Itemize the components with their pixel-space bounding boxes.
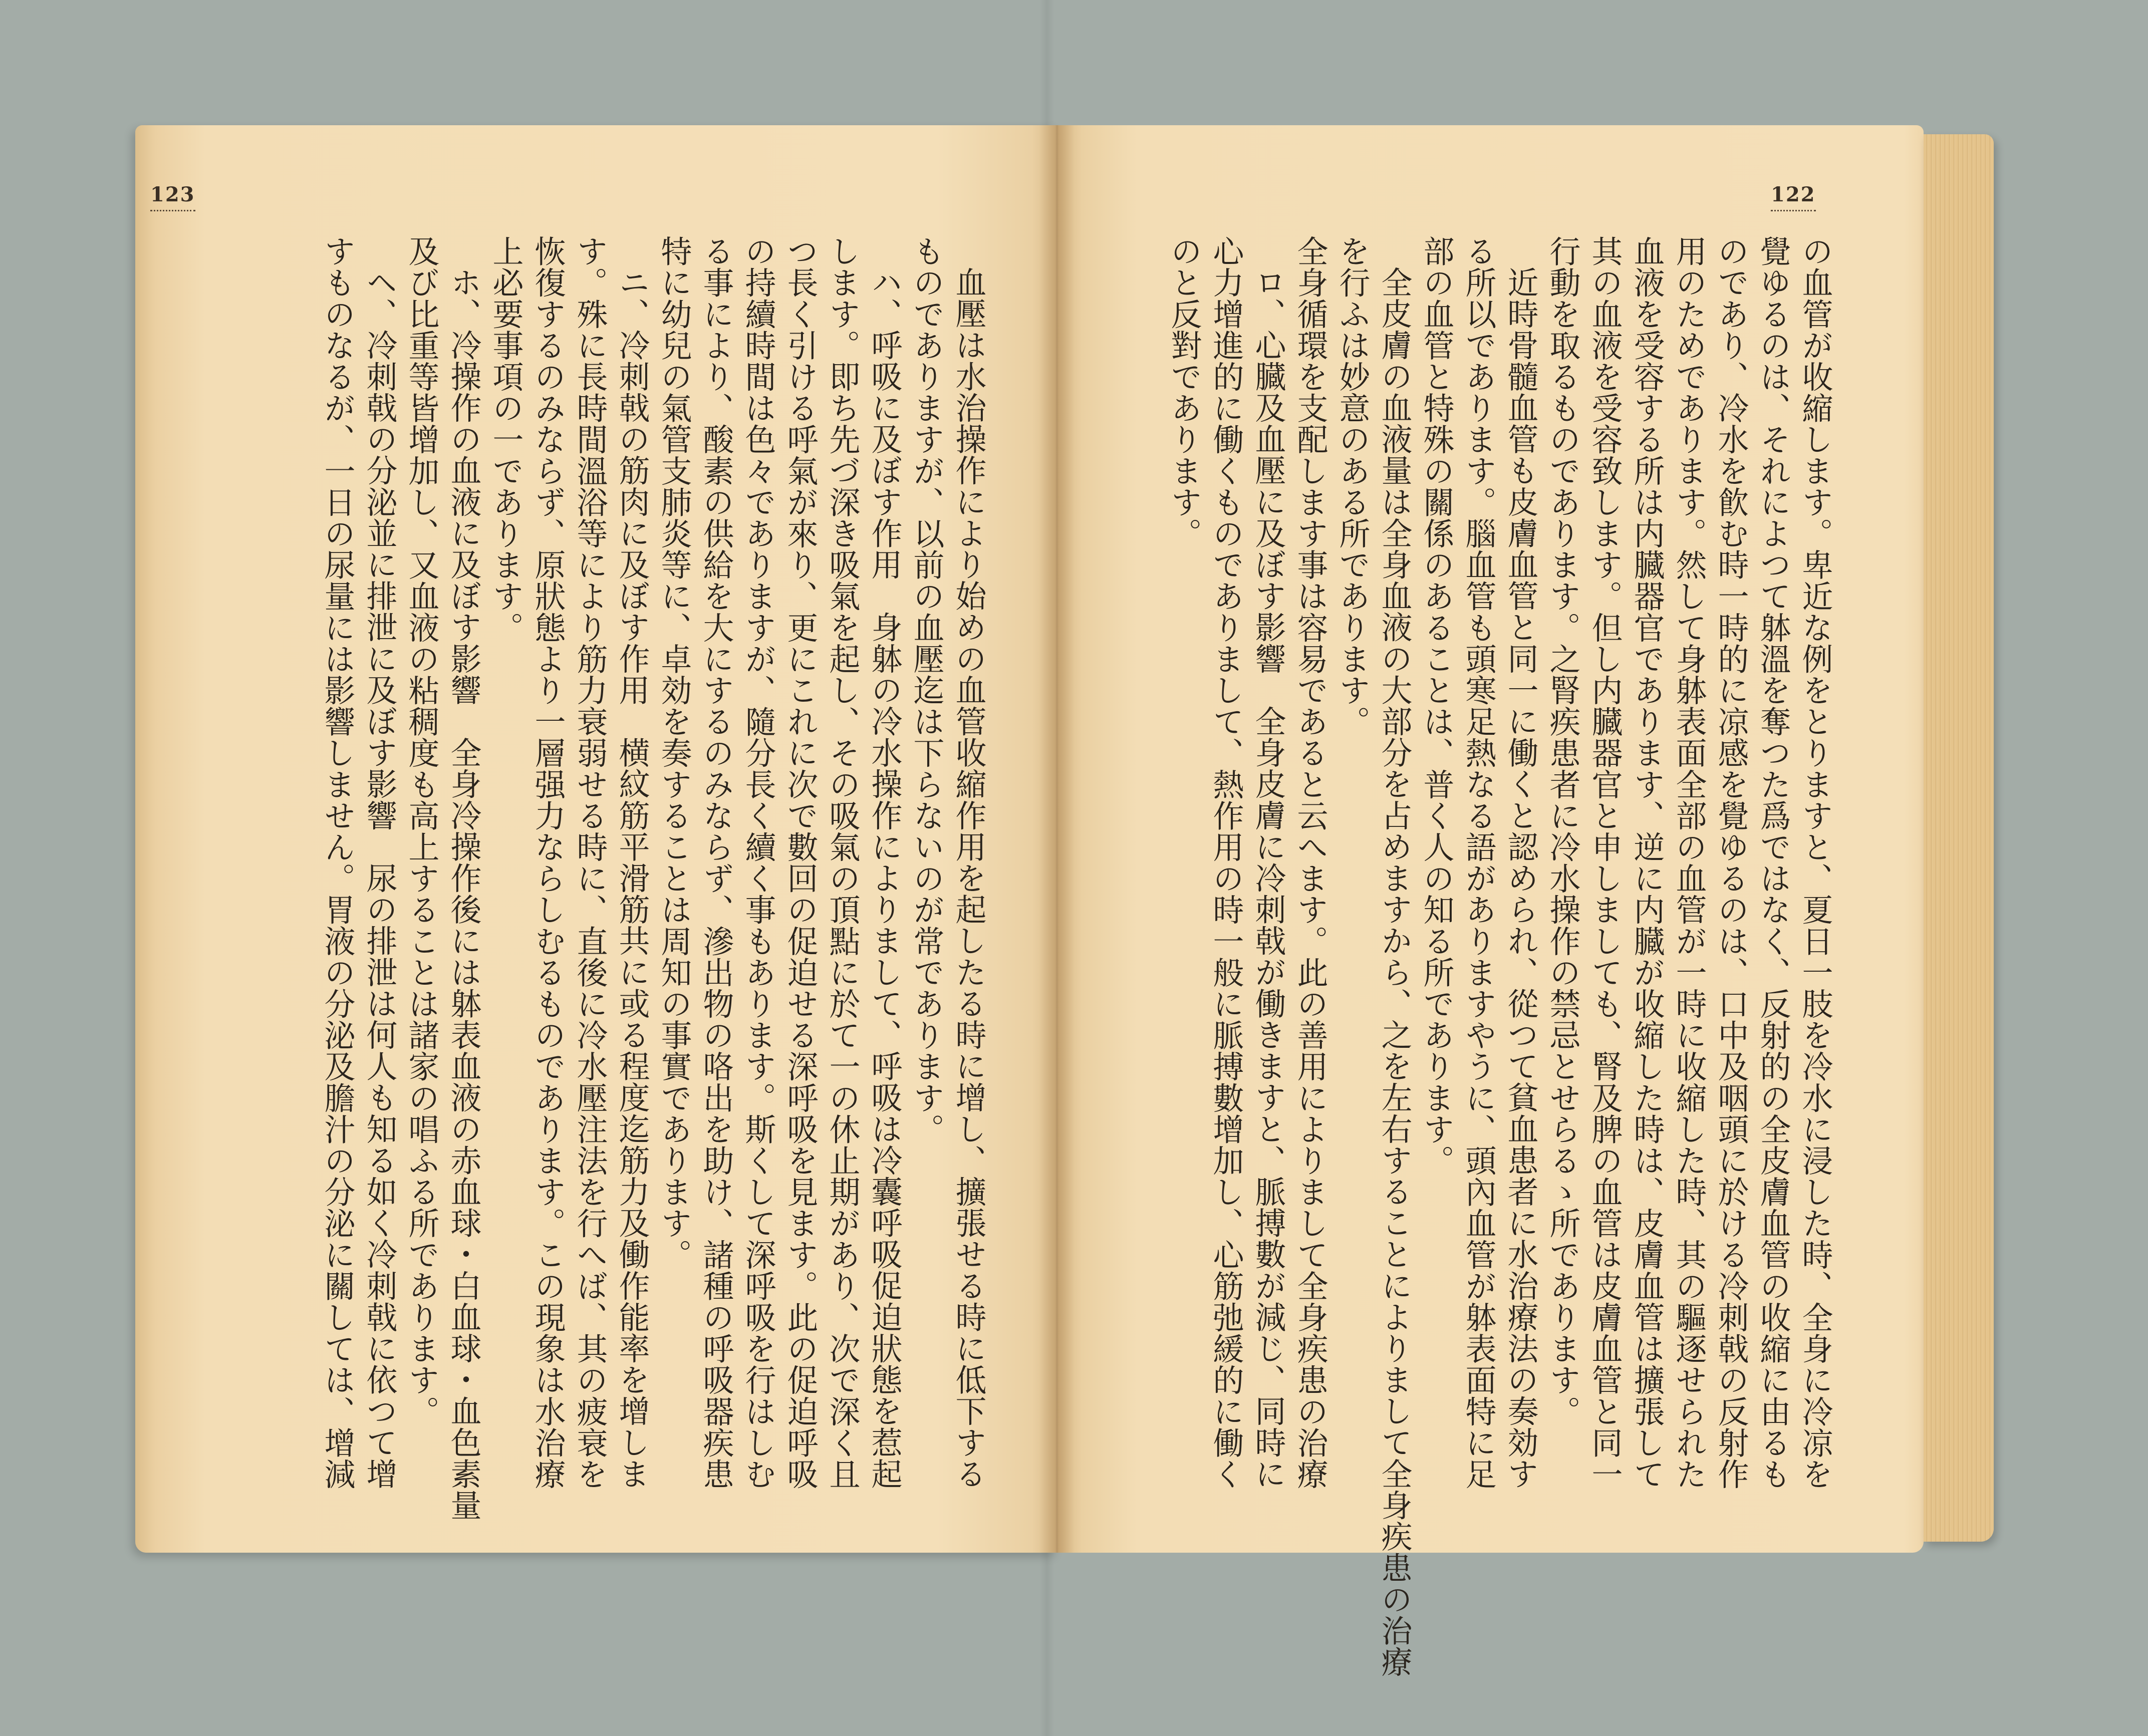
book-gutter	[1039, 125, 1075, 1553]
text-line: 特に幼兒の氣管支肺炎等に、卓効を奏することは周知の事實であります。	[656, 235, 692, 1270]
text-line: ハ、呼吸に及ぼす作用 身躰の冷水操作によりまして、呼吸は冷囊呼吸促迫狀態を惹起	[866, 266, 903, 1490]
text-line: る事により、酸素の供給を大にするのみならず、滲出物の咯出を助け、諸種の呼吸器疾患	[698, 235, 734, 1490]
text-line: 血液を受容する所は内臓器官であります、逆に内臓が收縮した時は、皮膚血管は擴張して	[1629, 235, 1665, 1490]
text-line: 覺ゆるのは、それによつて躰溫を奪つた爲ではなく、反射的の全皮膚血管の收縮に由るも	[1755, 235, 1791, 1490]
text-line: 用のためであります。然して身躰表面全部の血管が一時に收縮した時、其の驅逐せられた	[1671, 235, 1707, 1490]
text-line: のと反對であります。	[1166, 235, 1202, 549]
text-line: 部の血管と特殊の關係のあることは、普く人の知る所であります。	[1418, 235, 1455, 1176]
text-line: ホ、冷操作の血液に及ぼす影響 全身冷操作後には躰表血液の赤血球・白血球・血色素量	[445, 266, 482, 1521]
text-line: の血管が收縮します。卑近な例をとりますと、夏日一肢を冷水に浸した時、全身に冷凉を	[1797, 235, 1833, 1490]
left-page-text	[316, 235, 989, 1521]
text-line: 及び比重等皆增加し、又血液の粘稠度も高上することは諸家の唱ふる所であります。	[403, 235, 440, 1427]
text-line: る所以であります。腦血管も頭寒足熱なる語がありますやうに、頭內血管が躰表面特に足	[1460, 235, 1497, 1490]
text-line: ロ、心臓及血壓に及ぼす影響 全身皮膚に冷刺戟が働きますと、脈搏數が減じ、同時に	[1250, 266, 1286, 1490]
text-line: す。殊に長時間溫浴等により筋力衰弱せる時に、直後に冷水壓注法を行へば、其の疲衰を	[572, 235, 608, 1490]
page-edges	[1924, 134, 1994, 1542]
text-line: 行動を取るものであります。之腎疾患者に冷水操作の禁忌とせらるゝ所であります。	[1544, 235, 1581, 1427]
text-line: 血壓は水治操作により始めの血管收縮作用を起したる時に增し、擴張せる時に低下する	[950, 266, 987, 1490]
text-line: すものなるが、一日の尿量には影響しません。胃液の分泌及膽汁の分泌に關しては、增減	[319, 235, 356, 1490]
text-line: します。即ち先づ深き吸氣を起し、その吸氣の頂點に於て一の休止期があり、次で深く且	[824, 235, 861, 1490]
text-line: つ長く引ける呼氣が來り、更にこれに次で數回の促迫せる深呼吸を見ます。此の促迫呼吸	[782, 235, 819, 1490]
text-line: 近時骨髓血管も皮膚血管と同一に働くと認められ、從つて貧血患者に水治療法の奏効す	[1502, 266, 1539, 1490]
left-page-number: 123	[150, 183, 195, 206]
text-line: 恢復するのみならず、原狀態より一層强力ならしむるものであります。この現象は水治療	[529, 235, 566, 1490]
right-page-number: 122	[1771, 183, 1816, 206]
text-line: のであり、冷水を飮む時一時的に凉感を覺ゆるのは、口中及咽頭に於ける冷刺戟の反射作	[1713, 235, 1749, 1490]
text-line: 全皮膚の血液量は全身血液の大部分を占めますから、之を左右することによりまして全身疾患の治療	[1376, 266, 1413, 1677]
right-page-text	[1163, 235, 1836, 1677]
text-line: ものでありますが、以前の血壓迄は下らないのが常であります。	[908, 235, 945, 1145]
text-line: 全身循環を支配します事は容易であると云へます。此の善用によりまして全身疾患の治療	[1292, 235, 1328, 1490]
text-line: ニ、冷刺戟の筋肉に及ぼす作用 横紋筋平滑筋共に或る程度迄筋力及働作能率を增しま	[614, 266, 650, 1490]
text-line: を行ふは妙意のある所であります。	[1334, 235, 1371, 737]
text-line: 心力增進的に働くものでありまして、熱作用の時一般に脈搏數增加し、心筋弛緩的に働く	[1208, 235, 1244, 1490]
text-line: 其の血液を受容致します。但し内臓器官と申しましても、腎及脾の血管は皮膚血管と同一	[1586, 235, 1623, 1490]
text-line: 上必要事項の一であります。	[487, 235, 524, 643]
text-line: の持續時間は色々でありますが、隨分長く續く事もあります。斯くして深呼吸を行はしむ	[740, 235, 776, 1490]
text-line: ヘ、冷刺戟の分泌並に排泄に及ぼす影響 尿の排泄は何人も知る如く冷刺戟に依つて增	[361, 266, 398, 1490]
